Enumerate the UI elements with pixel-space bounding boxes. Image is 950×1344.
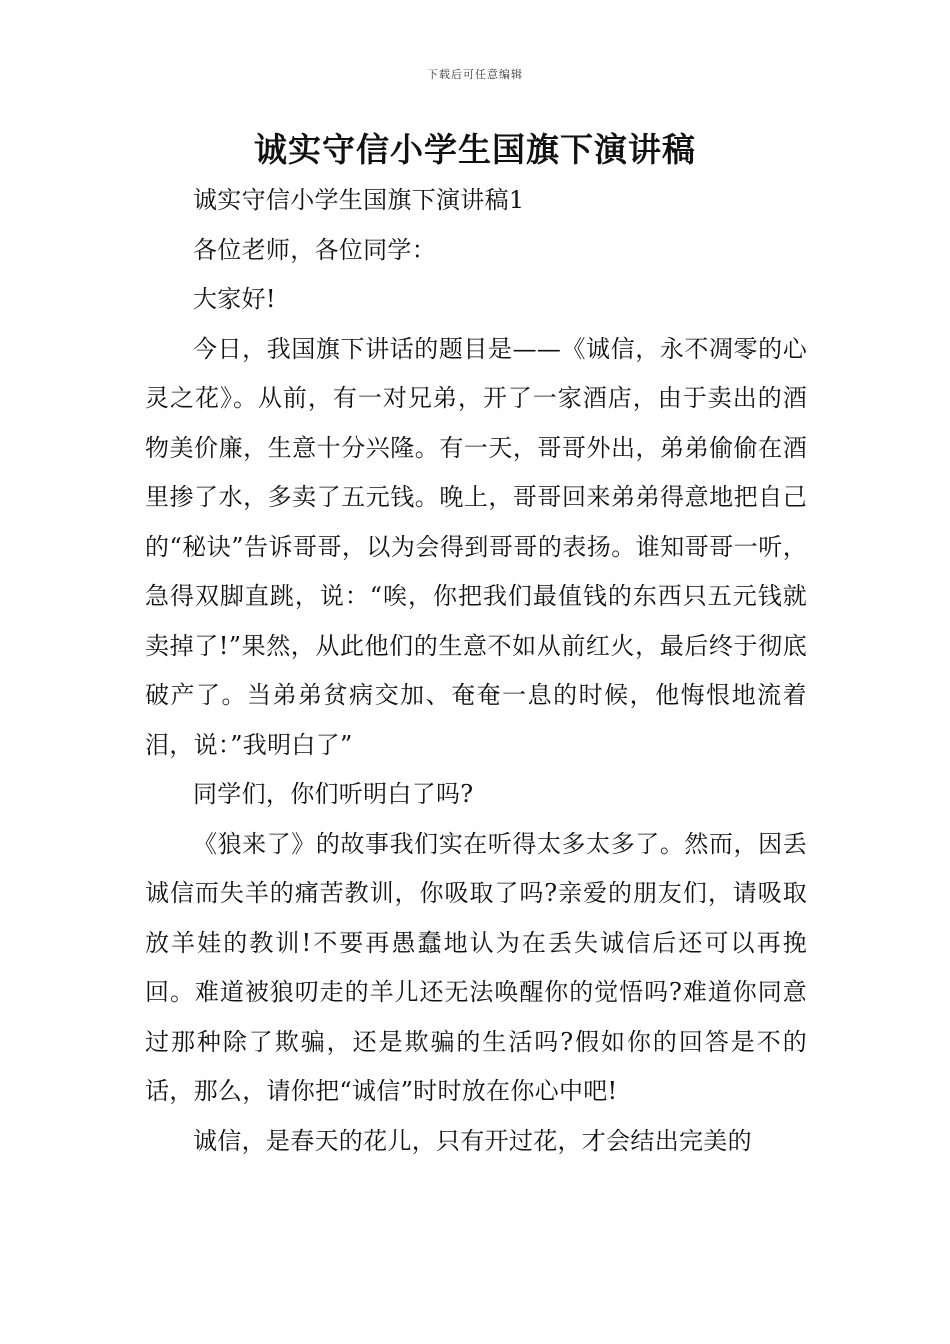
speech-subtitle: 诚实守信小学生国旗下演讲稿1	[193, 186, 525, 214]
download-note: 下载后可任意编辑	[427, 68, 523, 81]
paragraph-story-brothers: 今日，我国旗下讲话的题目是——《诚信，永不凋零的心灵之花》。从前，有一对兄弟，开了一家酒店，由于卖出的酒物美价廉，生意十分兴隆。有一天，哥哥外出，弟弟偷偷在酒里掺了水，多卖了五元钱。晚上，哥哥回来弟弟得意地把自己的“秘诀”告诉哥哥，以为会得到哥哥的表扬。谁知哥哥一听，急得双脚直跳，说：“唉，你把我们最值钱的东西只五元钱就卖掉了!”果然，从此他们的生意不如从前红火，最后终于彻底破产了。当弟弟贫病交加、奄奄一息的时候，他悔恨地流着泪，说：”我明白了”	[145, 334, 807, 759]
document-body	[145, 176, 807, 1166]
paragraph-spring-flower: 诚信，是春天的花儿，只有开过花，才会结出完美的	[193, 1126, 752, 1155]
paragraph-wolf-story: 《狼来了》的故事我们实在听得太多太多了。然而，因丢诚信而失羊的痛苦教训，你吸取了吗?亲爱的朋友们，请吸取放羊娃的教训!不要再愚蠢地认为在丢失诚信后还可以再挽回。难道被狼叨走的羊儿还无法唤醒你的觉悟吗?难道你同意过那种除了欺骗，还是欺骗的生活吗?假如你的回答是不的话，那么，请你把“诚信”时时放在你心中吧!	[145, 829, 807, 1105]
document-title: 诚实守信小学生国旗下演讲稿	[254, 130, 696, 169]
greeting-audience: 各位老师，各位同学：	[193, 235, 436, 264]
paragraph-question: 同学们，你们听明白了吗?	[193, 780, 474, 808]
greeting-hello: 大家好!	[193, 285, 276, 313]
